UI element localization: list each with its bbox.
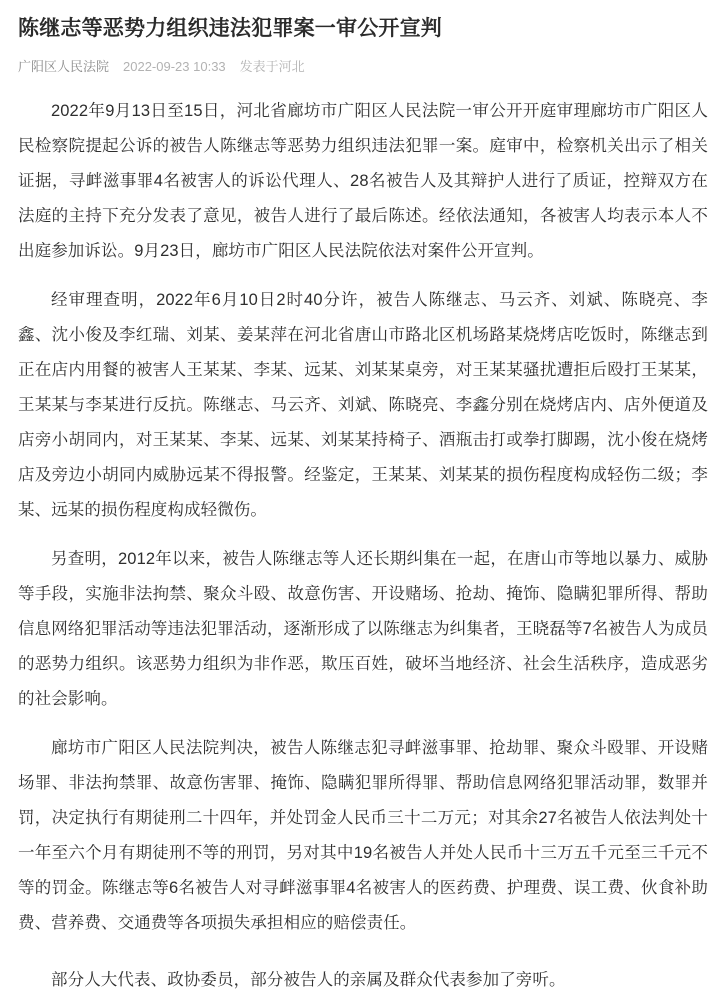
publish-location: 发表于河北 bbox=[239, 59, 305, 74]
article-paragraph: 另查明，2012年以来，被告人陈继志等人还长期纠集在一起，在唐山市等地以暴力、威胁等手段，实施非法拘禁、聚众斗殴、故意伤害、开设赌场、抢劫、掩饰、隐瞒犯罪所得、帮助信息网络犯罪活动等违法犯罪活动，逐渐形成了以陈继志为纠集者，王晓磊等7名被告人为成员的恶势力组织。该恶势力组织为非作恶，欺压百姓，破坏当地经济、社会生活秩序，造成恶劣的社会影响。 bbox=[18, 550, 708, 708]
publish-timestamp: 2022-09-23 10:33 bbox=[123, 59, 226, 74]
article-meta bbox=[18, 58, 710, 76]
article-paragraph: 部分人大代表、政协委员，部分被告人的亲属及群众代表参加了旁听。 bbox=[51, 971, 566, 989]
publisher-account-name[interactable]: 广阳区人民法院 bbox=[18, 59, 110, 74]
page-title: 陈继志等恶势力组织违法犯罪案一审公开宣判 bbox=[18, 17, 442, 40]
article-paragraph: 经审理查明，2022年6月10日2时40分许，被告人陈继志、马云齐、刘斌、陈晓亮、李鑫、沈小俊及李红瑞、刘某、姜某萍在河北省唐山市路北区机场路某烧烤店吃饭时，陈继志到正在店内用餐的被害人王某某、李某、远某、刘某某桌旁，对王某某骚扰遭拒后殴打王某某，王某某与李某进行反抗。陈继志、马云齐、刘斌、陈晓亮、李鑫分别在烧烤店内、店外便道及店旁小胡同内，对王某某、李某、远某、刘某某持椅子、酒瓶击打或拳打脚踢，沈小俊在烧烤店及旁边小胡同内威胁远某不得报警。经鉴定，王某某、刘某某的损伤程度构成轻伤二级；李某、远某的损伤程度构成轻微伤。 bbox=[18, 291, 708, 519]
article-paragraph: 2022年9月13日至15日，河北省廊坊市广阳区人民法院一审公开开庭审理廊坊市广阳区人民检察院提起公诉的被告人陈继志等恶势力组织违法犯罪一案。庭审中，检察机关出示了相关证据，寻衅滋事罪4名被害人的诉讼代理人、28名被告人及其辩护人进行了质证，控辩双方在法庭的主持下充分发表了意见，被告人进行了最后陈述。经依法通知，各被害人均表示本人不出庭参加诉讼。9月23日，廊坊市广阳区人民法院依法对案件公开宣判。 bbox=[18, 102, 708, 260]
article-body bbox=[18, 94, 710, 998]
article-paragraph: 廊坊市广阳区人民法院判决，被告人陈继志犯寻衅滋事罪、抢劫罪、聚众斗殴罪、开设赌场罪、非法拘禁罪、故意伤害罪、掩饰、隐瞒犯罪所得罪、帮助信息网络犯罪活动罪，数罪并罚，决定执行有期徒刑二十四年，并处罚金人民币三十二万元；对其余27名被告人依法判处十一年至六个月有期徒刑不等的刑罚，另对其中19名被告人并处人民币十三万五千元至三千元不等的罚金。陈继志等6名被告人对寻衅滋事罪4名被害人的医药费、护理费、误工费、伙食补助费、营养费、交通费等各项损失承担相应的赔偿责任。 bbox=[18, 739, 708, 932]
